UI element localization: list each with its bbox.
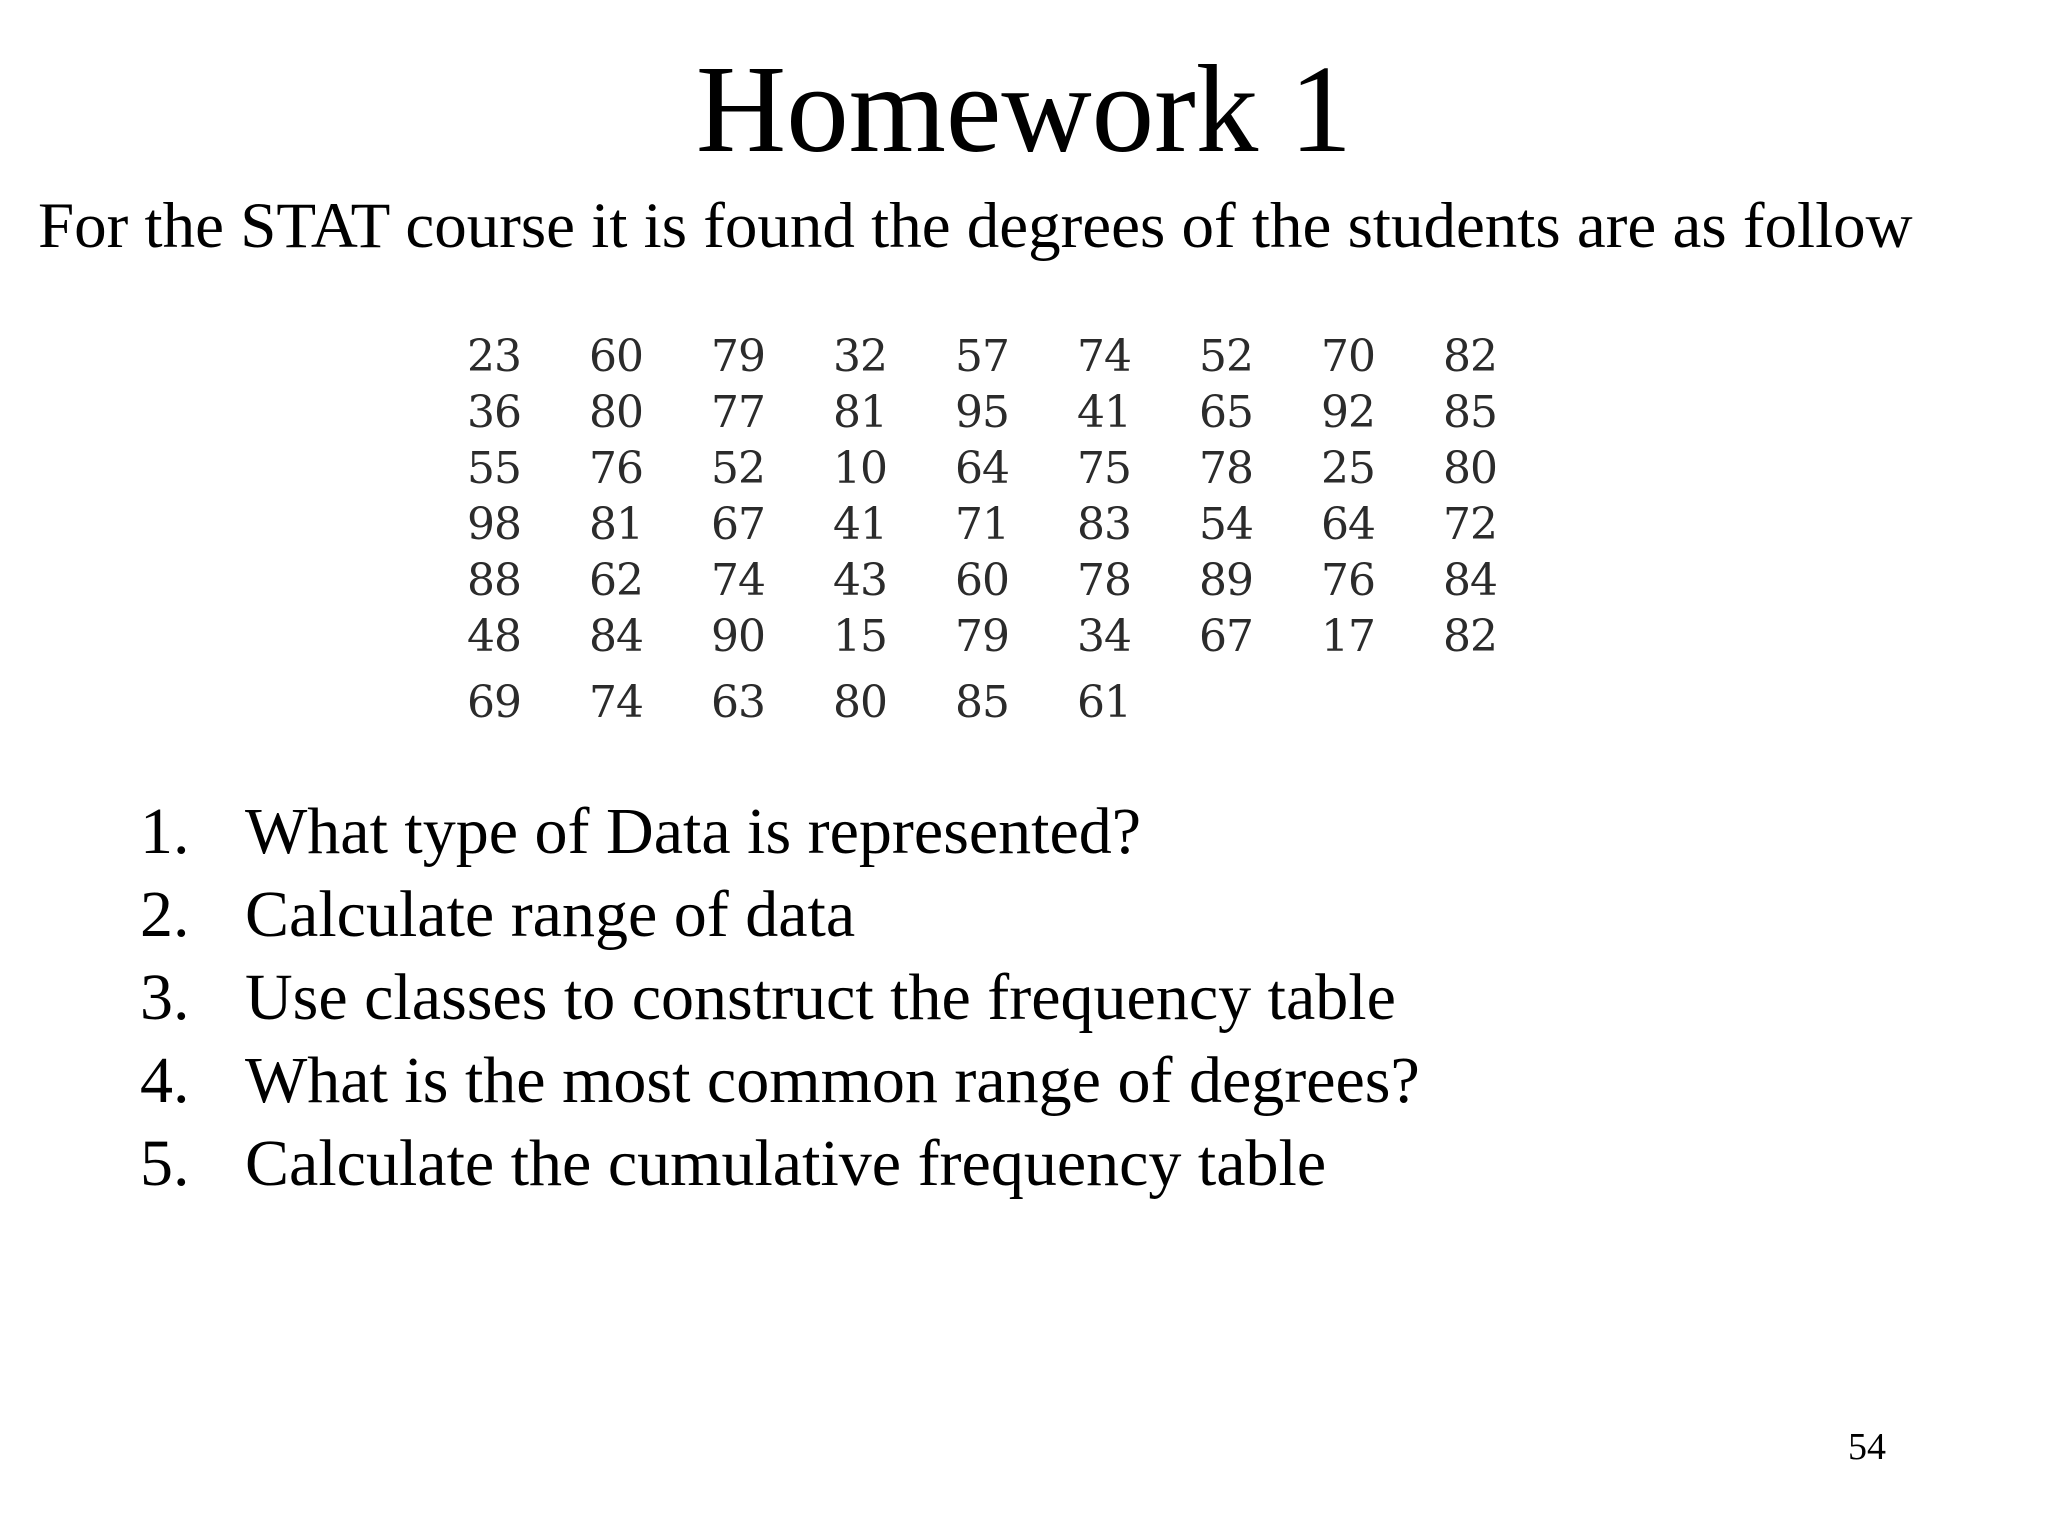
grade-cell: 83 [1077, 498, 1131, 550]
table-row [467, 440, 1565, 496]
question-list [140, 790, 1420, 1205]
grade-cell: 43 [833, 554, 887, 606]
table-row [467, 496, 1565, 552]
grade-cell: 65 [1199, 386, 1253, 438]
grade-cell: 15 [833, 610, 887, 662]
grade-cell: 52 [711, 442, 765, 494]
grade-cell: 67 [1199, 610, 1253, 662]
question-number: 4. [140, 1044, 190, 1117]
grade-cell: 64 [1321, 498, 1375, 550]
grades-table [467, 328, 1565, 728]
grade-cell: 48 [467, 610, 521, 662]
intro-text: For the STAT course it is found the degrees of the students are as follow [38, 190, 1913, 262]
grade-cell: 23 [467, 330, 521, 382]
grade-cell: 80 [589, 386, 643, 438]
table-row [467, 328, 1565, 384]
grade-cell: 84 [589, 610, 643, 662]
grade-cell: 36 [467, 386, 521, 438]
grade-cell: 41 [1077, 386, 1131, 438]
question-number: 5. [140, 1127, 190, 1200]
list-item [140, 790, 1420, 873]
question-text: Calculate the cumulative frequency table [245, 1127, 1327, 1200]
grade-cell: 76 [1321, 554, 1375, 606]
grade-cell: 57 [955, 330, 1009, 382]
grade-cell: 89 [1199, 554, 1253, 606]
grade-cell: 55 [467, 442, 521, 494]
grade-cell: 52 [1199, 330, 1253, 382]
grade-cell: 74 [589, 677, 643, 728]
grade-cell: 74 [711, 554, 765, 606]
table-row [467, 608, 1565, 664]
grade-cell: 54 [1199, 498, 1253, 550]
grade-cell: 60 [589, 330, 643, 382]
grade-cell: 10 [833, 442, 887, 494]
grade-cell: 69 [467, 677, 521, 728]
list-item [140, 1122, 1420, 1205]
grade-cell: 61 [1077, 677, 1131, 728]
grade-cell: 95 [955, 386, 1009, 438]
grade-cell: 80 [833, 677, 887, 728]
list-item [140, 873, 1420, 956]
empty-cell [1321, 664, 1443, 728]
grade-cell: 84 [1443, 554, 1497, 606]
list-item [140, 956, 1420, 1039]
grade-cell: 78 [1199, 442, 1253, 494]
grade-cell: 76 [589, 442, 643, 494]
empty-cell [1443, 664, 1565, 728]
grade-cell: 64 [955, 442, 1009, 494]
table-row [467, 384, 1565, 440]
grade-cell: 88 [467, 554, 521, 606]
grade-cell: 74 [1077, 330, 1131, 382]
question-text: What is the most common range of degrees? [245, 1044, 1420, 1117]
grade-cell: 79 [955, 610, 1009, 662]
empty-cell [1199, 664, 1321, 728]
grade-cell: 41 [833, 498, 887, 550]
grade-cell: 81 [833, 386, 887, 438]
grade-cell: 32 [833, 330, 887, 382]
grade-cell: 82 [1443, 330, 1497, 382]
grade-cell: 78 [1077, 554, 1131, 606]
grade-cell: 63 [711, 677, 765, 728]
grade-cell: 75 [1077, 442, 1131, 494]
grade-cell: 34 [1077, 610, 1131, 662]
page-number: 54 [1848, 1426, 1886, 1468]
grade-cell: 85 [1443, 386, 1497, 438]
grade-cell: 77 [711, 386, 765, 438]
grade-cell: 82 [1443, 610, 1497, 662]
grade-cell: 72 [1443, 498, 1497, 550]
grade-cell: 71 [955, 498, 1009, 550]
grade-cell: 79 [711, 330, 765, 382]
grade-cell: 67 [711, 498, 765, 550]
grade-cell: 80 [1443, 442, 1497, 494]
question-text: Use classes to construct the frequency table [245, 961, 1396, 1034]
question-text: Calculate range of data [245, 878, 856, 951]
list-item [140, 1039, 1420, 1122]
question-number: 2. [140, 878, 190, 951]
table-row [467, 664, 1565, 728]
grade-cell: 60 [955, 554, 1009, 606]
grade-cell: 17 [1321, 610, 1375, 662]
grade-cell: 98 [467, 498, 521, 550]
slide-title: Homework 1 [695, 41, 1353, 179]
question-number: 3. [140, 961, 190, 1034]
question-text: What type of Data is represented? [245, 795, 1142, 868]
grade-cell: 85 [955, 677, 1009, 728]
grade-cell: 70 [1321, 330, 1375, 382]
grade-cell: 92 [1321, 386, 1375, 438]
grade-cell: 90 [711, 610, 765, 662]
grade-cell: 62 [589, 554, 643, 606]
grade-cell: 81 [589, 498, 643, 550]
grade-cell: 25 [1321, 442, 1375, 494]
question-number: 1. [140, 795, 190, 868]
table-row [467, 552, 1565, 608]
